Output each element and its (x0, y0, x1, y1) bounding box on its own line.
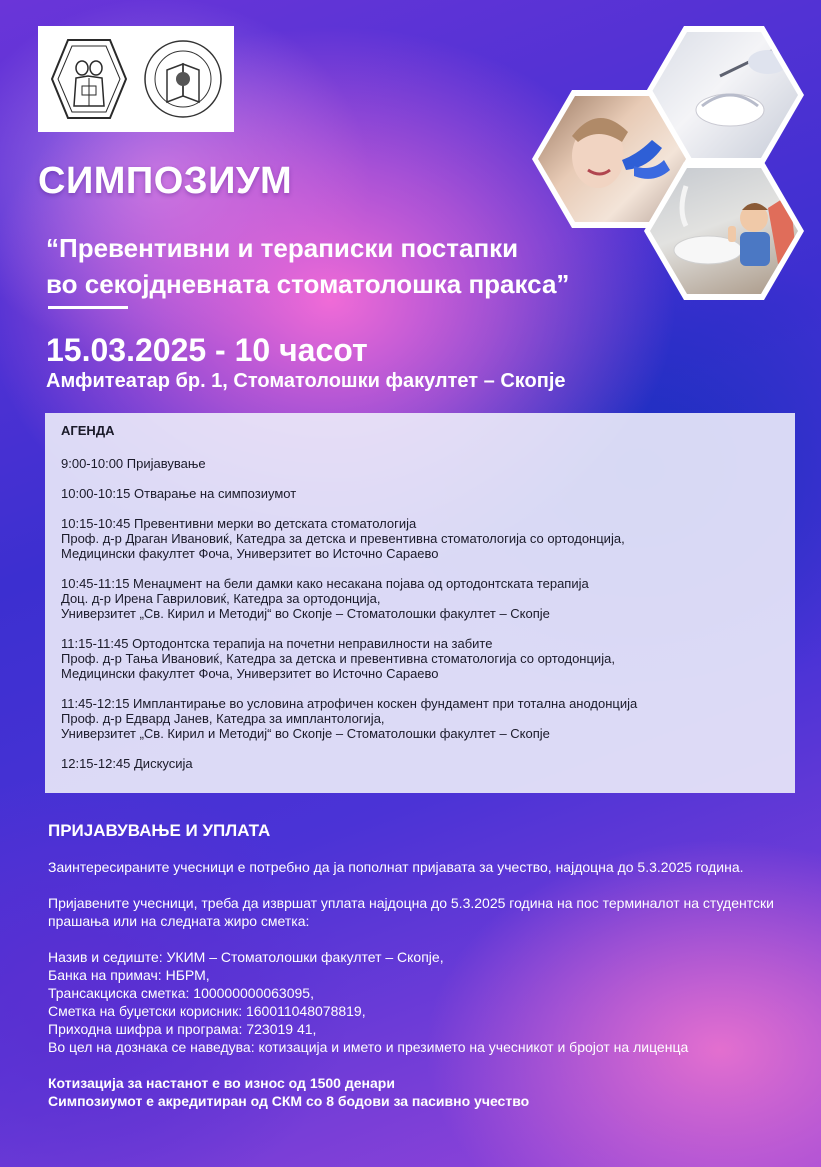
subtitle-line-2: во секојдневната стоматолошка пракса” (46, 269, 570, 299)
event-datetime: 15.03.2025 - 10 часот (46, 332, 368, 368)
fee-line: Котизација за настанот е во износ од 1500 денари (48, 1075, 395, 1091)
bank-detail-line: Во цел на дознака се наведува: котизација и името и презимето на учесникот и бројот на лиценца (48, 1039, 689, 1055)
agenda-list (61, 456, 779, 771)
agenda-panel (45, 413, 795, 793)
logos-panel (38, 26, 234, 132)
agenda-item (61, 486, 779, 501)
event-venue: Амфитеатар бр. 1, Стоматолошки факултет – Скопје (46, 370, 566, 392)
bank-detail-line: Банка на примач: НБРМ, (48, 967, 210, 983)
agenda-item-speaker: Проф. д-р Тања Ивановиќ, Катедра за детска и превентивна стоматологија со ортодонција, (61, 651, 615, 666)
registration-body (48, 858, 788, 1110)
agenda-item-title: 11:45-12:15 Имплантирање во условина атрофичен коскен фундамент при тотална анодонција (61, 696, 638, 711)
bank-details (48, 948, 788, 1056)
registration-paragraph-1: Заинтересираните учесници е потребно да ја пополнат пријавата за учество, најдоцна до 5.3.2025 година. (48, 859, 744, 875)
agenda-item-title: 12:15-12:45 Дискусија (61, 756, 193, 771)
agenda-item-speaker: Медицински факултет Фоча, Универзитет во Источно Сараево (61, 546, 439, 561)
agenda-item (61, 636, 779, 681)
bank-detail-line: Приходна шифра и програма: 723019 41, (48, 1021, 317, 1037)
agenda-item-speaker: Универзитет „Св. Кирил и Методиј“ во Скопје – Стоматолошки факултет – Скопје (61, 606, 550, 621)
agenda-item (61, 756, 779, 771)
agenda-item-speaker: Универзитет „Св. Кирил и Методиј“ во Скопје – Стоматолошки факултет – Скопје (61, 726, 550, 741)
agenda-item-title: 11:15-11:45 Ортодонтска терапија на почетни неправилности на забите (61, 636, 493, 651)
agenda-item-speaker: Проф. д-р Драган Ивановиќ, Катедра за детска и превентивна стоматологија со ортодонција, (61, 531, 625, 546)
subtitle-line-1: “Превентивни и тераписки постапки (46, 233, 519, 263)
agenda-item-title: 10:00-10:15 Отварање на симпозиумот (61, 486, 297, 501)
agenda-item-title: 9:00-10:00 Пријавување (61, 456, 206, 471)
agenda-item (61, 696, 779, 741)
agenda-item-title: 10:15-10:45 Превентивни мерки во детската стоматологија (61, 516, 417, 531)
agenda-item (61, 516, 779, 561)
university-logo (38, 26, 234, 132)
agenda-item-speaker: Медицински факултет Фоча, Универзитет во Источно Сараево (61, 666, 439, 681)
agenda-item-title: 10:45-11:15 Менаџмент на бели дамки како несакана појава од ортодонтската терапија (61, 576, 589, 591)
agenda-item-speaker: Проф. д-р Едвард Јанев, Катедра за имплантологија, (61, 711, 385, 726)
photo-child (644, 162, 804, 300)
registration-heading: ПРИЈАВУВАЊЕ И УПЛАТА (48, 821, 271, 840)
agenda-item (61, 576, 779, 621)
agenda-item (61, 456, 779, 471)
registration-paragraph-2: Пријавените учесници, треба да извршат уплата најдоцна до 5.3.2025 година на пос терминалот на студентски прашања или на следната жиро сметка: (48, 895, 774, 929)
page-title: СИМПОЗИУМ (38, 160, 293, 202)
bank-detail-line: Сметка на буџетски корисник: 160011048078819, (48, 1003, 366, 1019)
bank-detail-line: Трансакциска сметка: 100000000063095, (48, 985, 314, 1001)
accreditation-line: Симпозиумот е акредитиран од СКМ со 8 бодови за пасивно учество (48, 1093, 530, 1109)
child-dental-chair-icon (650, 168, 798, 294)
agenda-heading: АГЕНДА (61, 423, 115, 438)
bank-detail-line: Назив и седиште: УКИМ – Стоматолошки факултет – Скопје, (48, 949, 444, 965)
title-divider (48, 306, 128, 309)
symposium-subtitle (46, 230, 569, 302)
agenda-item-speaker: Доц. д-р Ирена Гавриловиќ, Катедра за ортодонција, (61, 591, 381, 606)
